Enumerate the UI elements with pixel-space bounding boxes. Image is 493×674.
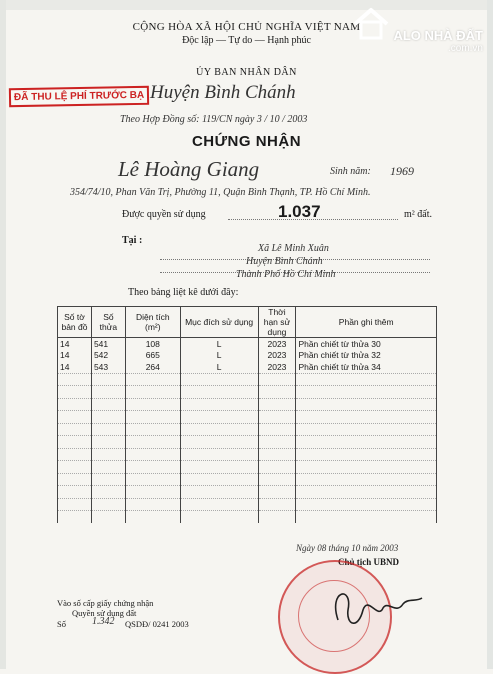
watermark-brand: ALO NHÀ ĐẤT: [393, 28, 483, 43]
empty-table-row: [58, 486, 437, 499]
empty-cell: [258, 498, 296, 511]
watermark-domain: .com.vn: [447, 43, 483, 54]
registry-suffix: QSDĐ/ 0241 2003: [125, 619, 189, 629]
cell-area: 108: [125, 338, 180, 350]
empty-cell: [125, 436, 180, 449]
house-icon: [351, 2, 391, 42]
birth-label: Sinh năm:: [330, 166, 371, 177]
empty-cell: [125, 473, 180, 486]
empty-cell: [91, 511, 125, 523]
empty-table-row: [58, 448, 437, 461]
empty-table-row: [58, 461, 437, 474]
empty-cell: [91, 386, 125, 399]
empty-cell: [58, 411, 92, 424]
header-term: Thời hạn sử dụng: [258, 307, 296, 338]
empty-cell: [296, 423, 437, 436]
signature-role: Chủ tịch UBND: [338, 557, 400, 567]
empty-cell: [91, 398, 125, 411]
empty-cell: [58, 423, 92, 436]
empty-cell: [258, 486, 296, 499]
location-label: Tại :: [122, 235, 143, 246]
header-notes: Phần ghi thêm: [296, 307, 437, 338]
empty-cell: [91, 486, 125, 499]
empty-cell: [91, 448, 125, 461]
empty-table-rows: [58, 373, 437, 523]
empty-cell: [180, 373, 258, 386]
table-header-row: [58, 307, 437, 338]
cell-term: 2023: [258, 361, 296, 373]
empty-table-row: [58, 373, 437, 386]
empty-cell: [296, 411, 437, 424]
cell-purpose: L: [180, 350, 258, 362]
empty-cell: [296, 511, 437, 523]
empty-cell: [296, 473, 437, 486]
empty-cell: [258, 386, 296, 399]
empty-cell: [58, 436, 92, 449]
empty-cell: [258, 461, 296, 474]
empty-cell: [91, 461, 125, 474]
empty-cell: [296, 398, 437, 411]
empty-cell: [58, 461, 92, 474]
empty-cell: [180, 386, 258, 399]
area-value: 1.037: [278, 202, 321, 221]
empty-cell: [58, 373, 92, 386]
registry-line2: Quyền sử dụng đất: [72, 608, 137, 618]
empty-cell: [258, 436, 296, 449]
empty-table-row: [58, 511, 437, 523]
empty-cell: [58, 473, 92, 486]
empty-cell: [180, 461, 258, 474]
empty-cell: [125, 386, 180, 399]
table-row: [58, 350, 437, 362]
empty-cell: [125, 448, 180, 461]
empty-cell: [180, 436, 258, 449]
empty-cell: [296, 461, 437, 474]
header-area: Diện tích (m²): [125, 307, 180, 338]
cell-map-sheet: 14: [58, 361, 92, 373]
holder-name: Lê Hoàng Giang: [118, 157, 260, 181]
registration-fee-stamp: ĐÃ THU LỆ PHÍ TRƯỚC BẠ: [9, 86, 149, 107]
empty-table-row: [58, 436, 437, 449]
empty-cell: [180, 411, 258, 424]
empty-table-row: [58, 398, 437, 411]
empty-cell: [91, 423, 125, 436]
location-city: Thành Phố Hồ Chí Minh: [236, 269, 336, 280]
table-row: [58, 338, 437, 350]
scan-top-edge: [0, 0, 493, 10]
empty-cell: [258, 448, 296, 461]
header-map-sheet: Số tờ bản đồ: [58, 307, 92, 338]
empty-cell: [180, 473, 258, 486]
empty-cell: [58, 386, 92, 399]
cell-purpose: L: [180, 338, 258, 350]
header-purpose: Mục đích sử dụng: [180, 307, 258, 338]
table-intro: Theo bảng liệt kê dưới đây:: [128, 287, 239, 298]
empty-cell: [180, 398, 258, 411]
empty-cell: [180, 511, 258, 523]
republic-heading: CỘNG HÒA XÃ HỘI CHỦ NGHĨA VIỆT NAM: [132, 21, 361, 33]
registry-number-value: 1.342: [92, 616, 115, 627]
district-name: Huyện Bình Chánh: [150, 82, 296, 103]
location-commune: Xã Lê Minh Xuân: [258, 243, 329, 254]
empty-cell: [258, 373, 296, 386]
signature-date: Ngày 08 tháng 10 năm 2003: [296, 543, 399, 553]
empty-table-row: [58, 386, 437, 399]
land-parcel-table: [57, 306, 437, 523]
empty-cell: [296, 386, 437, 399]
empty-cell: [296, 498, 437, 511]
empty-cell: [58, 511, 92, 523]
header-parcel-no: Số thửa: [91, 307, 125, 338]
scan-right-edge: [487, 0, 493, 669]
empty-cell: [58, 398, 92, 411]
cell-map-sheet: 14: [58, 338, 92, 350]
cell-term: 2023: [258, 338, 296, 350]
table-row: [58, 361, 437, 373]
contract-line: Theo Hợp Đồng số: 119/CN ngày 3 / 10 / 2003: [120, 114, 308, 125]
empty-cell: [296, 373, 437, 386]
empty-cell: [58, 498, 92, 511]
empty-cell: [125, 423, 180, 436]
empty-cell: [258, 473, 296, 486]
empty-cell: [125, 511, 180, 523]
empty-cell: [125, 398, 180, 411]
empty-cell: [91, 411, 125, 424]
cell-notes: Phần chiết từ thửa 30: [296, 338, 437, 350]
holder-address: 354/74/10, Phan Văn Trị, Phường 11, Quận Bình Thạnh, TP. Hồ Chí Minh.: [70, 187, 371, 198]
empty-table-row: [58, 423, 437, 436]
empty-cell: [180, 486, 258, 499]
registry-line1: Vào số cấp giấy chứng nhận: [57, 598, 154, 608]
empty-table-row: [58, 498, 437, 511]
rights-label: Được quyền sử dụng: [122, 209, 206, 220]
empty-cell: [58, 448, 92, 461]
cell-parcel-no: 543: [91, 361, 125, 373]
empty-cell: [91, 373, 125, 386]
empty-cell: [58, 486, 92, 499]
registry-number-label: Số: [57, 619, 66, 629]
empty-cell: [91, 436, 125, 449]
empty-table-row: [58, 473, 437, 486]
empty-cell: [125, 373, 180, 386]
cell-area: 264: [125, 361, 180, 373]
birth-year: 1969: [390, 164, 414, 178]
cell-notes: Phần chiết từ thửa 32: [296, 350, 437, 362]
empty-cell: [258, 511, 296, 523]
empty-cell: [91, 498, 125, 511]
cell-notes: Phần chiết từ thửa 34: [296, 361, 437, 373]
council-heading: ỦY BAN NHÂN DÂN: [196, 67, 297, 78]
cell-term: 2023: [258, 350, 296, 362]
empty-cell: [91, 473, 125, 486]
empty-cell: [125, 486, 180, 499]
national-motto: Độc lập — Tự do — Hạnh phúc: [182, 35, 311, 46]
empty-cell: [296, 436, 437, 449]
empty-cell: [180, 448, 258, 461]
empty-cell: [180, 423, 258, 436]
empty-cell: [258, 423, 296, 436]
empty-cell: [125, 461, 180, 474]
area-unit: m² đất.: [404, 209, 432, 220]
empty-cell: [180, 498, 258, 511]
cell-parcel-no: 541: [91, 338, 125, 350]
empty-cell: [296, 486, 437, 499]
cell-map-sheet: 14: [58, 350, 92, 362]
chairman-signature: [318, 580, 428, 640]
watermark-logo: [393, 28, 483, 54]
cell-parcel-no: 542: [91, 350, 125, 362]
empty-cell: [125, 498, 180, 511]
location-district: Huyện Bình Chánh: [246, 256, 323, 267]
empty-cell: [125, 411, 180, 424]
empty-cell: [258, 398, 296, 411]
empty-cell: [296, 448, 437, 461]
document-title: CHỨNG NHẬN: [191, 133, 302, 150]
empty-cell: [258, 411, 296, 424]
scan-left-edge: [0, 0, 6, 669]
cell-purpose: L: [180, 361, 258, 373]
cell-area: 665: [125, 350, 180, 362]
empty-table-row: [58, 411, 437, 424]
